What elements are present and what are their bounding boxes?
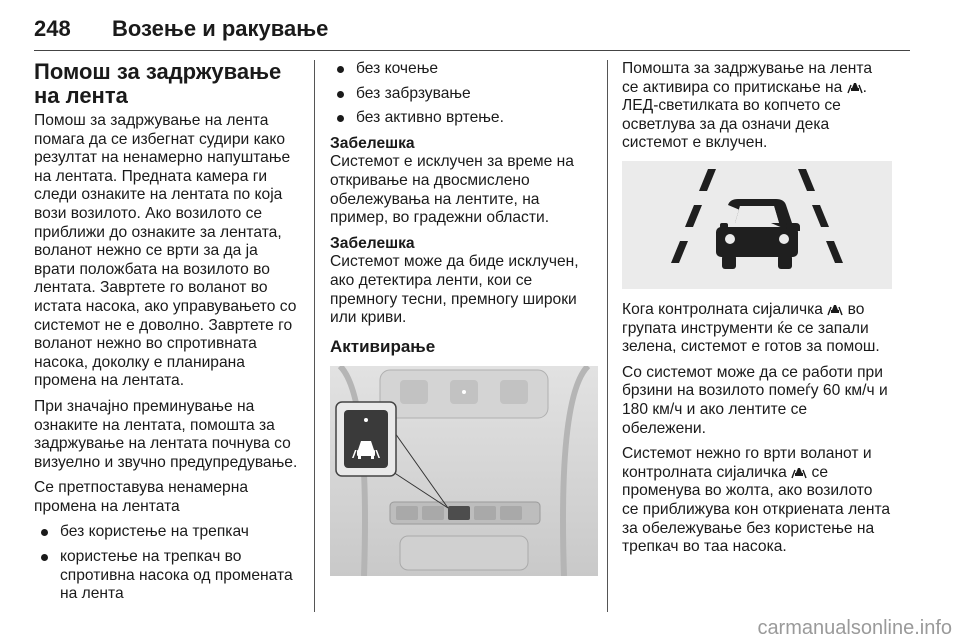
note-heading: Забелешка — [330, 134, 415, 152]
lane-keep-assist-icon — [827, 302, 843, 316]
warning-paragraph: При значајно преминување на ознаките на лентата, помошта за задржување на лентата почнува со визуелно и звучно предупредување. — [34, 397, 298, 471]
list-item: без користење на трепкач — [34, 523, 300, 542]
activation-heading: Активирање — [330, 336, 436, 356]
note-heading: Забелешка — [330, 234, 415, 252]
lane-keep-assist-icon — [791, 465, 807, 479]
condition-list — [330, 60, 598, 128]
list-item: користење на трепкач во спротивна насока од промената на лента — [34, 548, 300, 604]
list-item: без забрзување — [330, 85, 598, 104]
list-item: без активно вртење. — [330, 109, 598, 128]
activation-paragraph: Помошта за задржување на лента се активира со притискање на . ЛЕД-светилката во копчето се осветлува за да означи дека системот е вклучен. — [622, 60, 873, 152]
column-1 — [34, 60, 300, 611]
note-text: Системот може да биде исклучен, ако детектира ленти, кои се премногу тесни, премногу широки или криви. — [330, 253, 579, 327]
note-text: Системот е исклучен за време на откривање на двосмислено обележувања на лентите, на пример, во градежни области. — [330, 153, 574, 227]
car-lane-figure — [622, 161, 892, 289]
column-2 — [330, 60, 598, 576]
speed-range-paragraph: Со системот може да се работи при брзини на возилото помеѓу 60 км/ч и 180 км/ч и ако лентите се обележени. — [622, 363, 888, 437]
dashboard-button-figure — [330, 366, 598, 576]
chapter-title: Возење и ракување — [112, 16, 329, 41]
column-3 — [622, 60, 892, 564]
watermark: carmanualsonline.info — [757, 617, 952, 639]
list-item: без кочење — [330, 60, 598, 79]
lane-keep-assist-icon — [847, 80, 863, 94]
column-divider — [314, 60, 315, 612]
column-divider — [607, 60, 608, 612]
page-header — [34, 14, 910, 51]
intro-paragraph: Помош за задржување на лента помага да се избегнат судири како резултат на ненамерно напуштање на лентата. Предната камера ги следи ознаките на лентата по која вози возилото. Ако возилото се приближи до ознаките за лентата, воланот нежно се врти за да ја врати положбата на возилото во лентата. Завртете го воланот во истата насока, ако управувањето со системот не е доволно. Завртете го воланот нежно во спротивната насока, доколку е планирана промена на лентата. — [34, 112, 297, 390]
steering-paragraph: Системот нежно го врти воланот и контролната сијаличка се променува во жолта, ако возилото се приближува кон откриената лента за обележување без користење на трепкач во таа насока. — [622, 445, 891, 556]
page-number: 248 — [34, 16, 71, 41]
indicator-paragraph: Кога контролната сијаличка во групата инструменти ќе се запали зелена, системот е готов за помош. — [622, 300, 880, 356]
condition-list — [34, 523, 300, 603]
section-title: Помош за задржување на лента — [34, 59, 282, 108]
assumption-paragraph: Се претпоставува ненамерна промена на лентата — [34, 479, 249, 515]
